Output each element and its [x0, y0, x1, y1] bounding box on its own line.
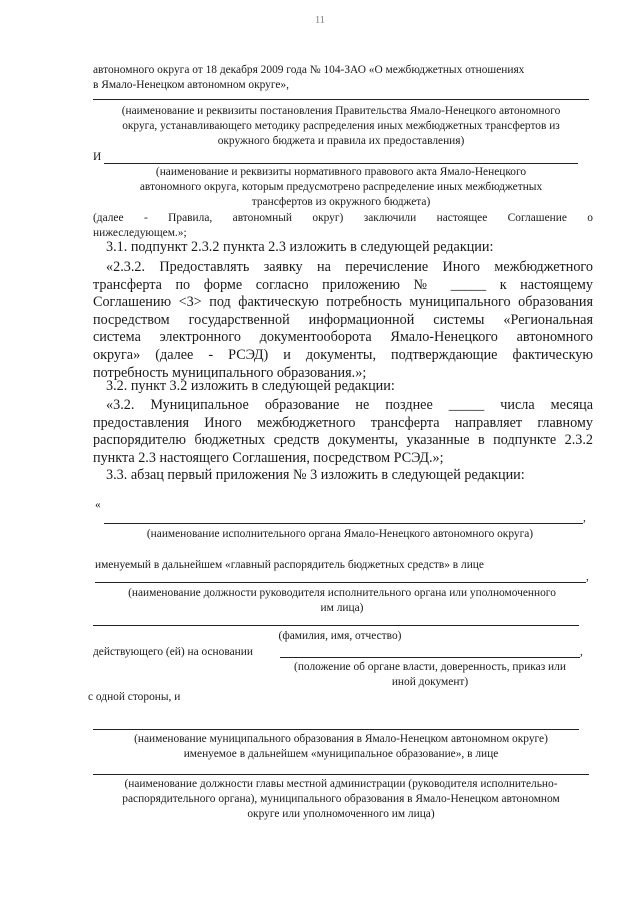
p31-line: система электронного документооборота Ямало-Ненецкого автономного [93, 329, 593, 346]
blank-line-4 [95, 582, 586, 583]
blank-line-8 [93, 774, 589, 775]
local-head-note-line-1: (наименование должности главы местной администрации (руководителя исполнительно- [124, 778, 558, 790]
exec-body-note: (наименование исполнительного органа Ямало-Ненецкого автономного округа) [146, 528, 534, 540]
p31-body [93, 259, 593, 382]
blank-line-1 [93, 99, 589, 100]
p31-line: потребность муниципального образования.»; [93, 364, 367, 381]
head-note-line-2: им лица) [320, 602, 364, 614]
p32-line: пункта 2.3 настоящего Соглашения, посредством РСЭД.»; [93, 449, 444, 466]
one-side-text: с одной стороны, и [88, 691, 181, 703]
p31-line: «2.3.2. Предоставлять заявку на перечисление Иного межбюджетного [106, 259, 593, 275]
local-head-note-line-2: распорядительного органа), муниципального образования в Ямало-Ненецком автономном [122, 793, 560, 805]
intro-line-2: в Ямало-Ненецком автономном округе», [93, 79, 289, 91]
p31-line: трансферта по форме согласно приложению № _____ к настоящему [93, 276, 593, 293]
note2-line-3: трансфертов из окружного бюджета) [251, 196, 431, 208]
p32-line: распорядителю бюджетных средств документы, указанные в подпункте 2.3.2 [93, 432, 593, 449]
blank-line-6 [280, 657, 580, 658]
further-line-2: нижеследующем.»; [93, 227, 187, 239]
p32-line: предоставления Иного межбюджетного трансферта направляет главному [93, 414, 593, 431]
blank-line-7 [93, 729, 579, 730]
blank-line-3 [104, 523, 583, 524]
fio-note: (фамилия, имя, отчество) [278, 630, 402, 642]
page-number: 11 [315, 15, 325, 26]
p31-line: округа» (далее - РСЭД) и документы, подтверждающие фактическую [93, 346, 593, 363]
comma-2: , [586, 571, 589, 583]
note1-line-2: округа, устанавливающего методику распределения иных межбюджетных трансфертов из [122, 120, 560, 132]
p33-heading: 3.3. абзац первый приложения № 3 изложить в следующей редакции: [106, 467, 525, 483]
comma-1: , [583, 512, 586, 524]
further-line-1: (далее - Правила, автономный округ) заключили настоящее Соглашение о [93, 212, 593, 224]
acting-text: действующего (ей) на основании [93, 646, 253, 658]
municipal-note-line-2: именуемое в дальнейшем «муниципальное образование», в лице [183, 748, 499, 760]
head-note-line-1: (наименование должности руководителя исполнительного органа или уполномоченного [128, 587, 556, 599]
note2-line-1: (наименование и реквизиты нормативного правового акта Ямало-Ненецкого [155, 166, 527, 178]
municipal-note-line-1: (наименование муниципального образования в Ямало-Ненецком автономном округе) [134, 733, 548, 745]
blank-line-2 [104, 163, 578, 164]
p32-heading: 3.2. пункт 3.2 изложить в следующей редакции: [106, 378, 395, 394]
further-paragraph [93, 211, 593, 241]
basis-note-line-2: иной документ) [391, 676, 469, 688]
p32-line: «3.2. Муниципальное образование не позднее _____ числа месяца [106, 397, 593, 413]
note1-line-1: (наименование и реквизиты постановления Правительства Ямало-Ненецкого автономного [121, 105, 561, 117]
blank-line-5 [93, 625, 579, 626]
note2-line-2: автономного округа, которым предусмотрено распределение иных межбюджетных [139, 181, 543, 193]
quote-open: « [95, 499, 101, 511]
intro-line-1: автономного округа от 18 декабря 2009 года № 104-ЗАО «О межбюджетных отношениях [93, 64, 525, 76]
p31-line: посредством государственной информационной системы «Региональная [93, 311, 593, 328]
basis-note-line-1: (положение об органе власти, доверенность, приказ или [294, 661, 566, 673]
p31-line: Соглашению <3> под фактическую потребность муниципального образования [93, 294, 593, 311]
referred-text: именуемый в дальнейшем «главный распорядитель бюджетных средств» в лице [95, 559, 484, 571]
and-label: И [93, 151, 102, 163]
local-head-note-line-3: округе или уполномоченного им лица) [247, 808, 435, 820]
p31-heading: 3.1. подпункт 2.3.2 пункта 2.3 изложить в следующей редакции: [106, 239, 494, 255]
comma-3: , [580, 646, 583, 658]
note1-line-3: окружного бюджета и правила их предоставления) [217, 135, 465, 147]
p32-body [93, 397, 593, 467]
